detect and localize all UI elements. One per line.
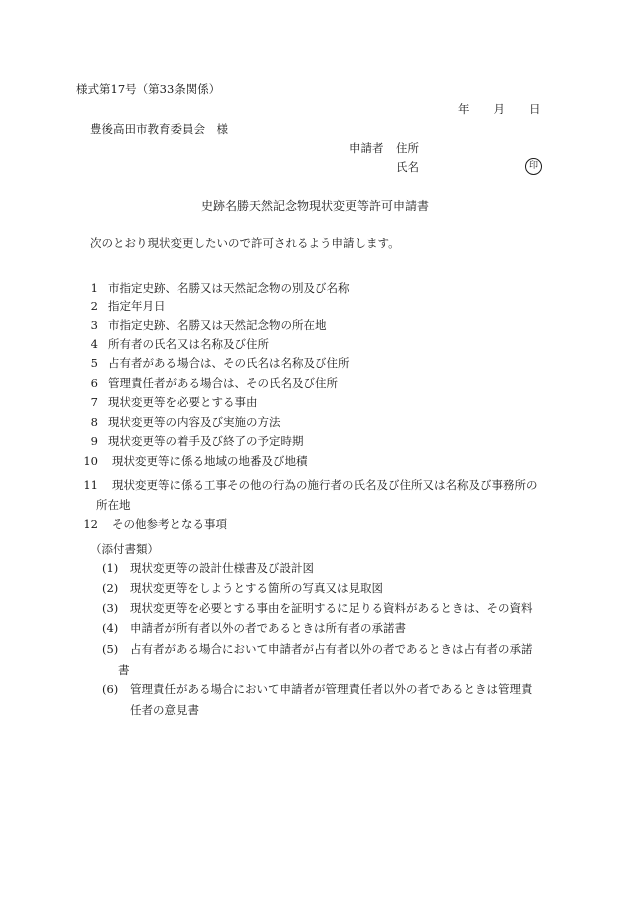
list-item-number: 10 <box>83 454 98 468</box>
list-item-number: 5 <box>90 356 98 370</box>
list-item-text: 現状変更等を必要とする事由 <box>108 395 258 409</box>
list-item-number: 12 <box>83 517 98 531</box>
list-item-continuation: 所在地 <box>96 498 131 512</box>
document-title: 史跡名勝天然記念物現状変更等許可申請書 <box>200 199 429 213</box>
attachment-text: 申請者が所有者以外の者であるときは所有者の承諾書 <box>130 621 406 635</box>
attachment-number: (5) <box>102 642 119 656</box>
list-item-number: 9 <box>90 434 98 448</box>
attachment-continuation: 書 <box>118 663 130 677</box>
list-item-text: 現状変更等に係る工事その他の行為の施行者の氏名及び住所又は名称及び事務所の <box>112 478 538 492</box>
attachment-number: (2) <box>102 581 119 595</box>
list-item-number: 2 <box>90 299 98 313</box>
list-item-text: 所有者の氏名又は名称及び住所 <box>108 337 269 351</box>
list-item-number: 3 <box>90 318 98 332</box>
list-item-text: 市指定史跡、名勝又は天然記念物の別及び名称 <box>108 281 350 295</box>
attachment-text: 現状変更等の設計仕様書及び設計図 <box>130 561 314 575</box>
list-item-text: 指定年月日 <box>108 299 166 313</box>
seal-mark: 印 <box>525 158 542 175</box>
attachment-text: 占有者がある場合において申請者が占有者以外の者であるときは占有者の承諾 <box>130 642 533 656</box>
attachment-text: 現状変更等を必要とする事由を証明するに足りる資料があるときは、その資料 <box>130 601 533 615</box>
attachment-number: (1) <box>102 561 119 575</box>
list-item-text: 占有者がある場合は、その氏名は名称及び住所 <box>108 356 350 370</box>
attachment-text: 管理責任がある場合において申請者が管理責任者以外の者であるときは管理責 <box>130 682 533 696</box>
list-item-text: 市指定史跡、名勝又は天然記念物の所在地 <box>108 318 327 332</box>
date-year: 年 <box>458 102 470 116</box>
attachments-heading: （添付書類） <box>90 542 159 556</box>
applicant-label: 申請者 <box>349 141 384 155</box>
applicant-name-label: 氏名 <box>396 160 419 174</box>
list-item-number: 1 <box>90 281 98 295</box>
date-line <box>458 104 541 116</box>
intro-text: 次のとおり現状変更したいので許可されるよう申請します。 <box>90 236 400 250</box>
attachment-number: (6) <box>102 682 119 696</box>
attachment-number: (4) <box>102 621 119 635</box>
applicant-address-label: 住所 <box>396 141 419 155</box>
list-item-number: 7 <box>90 395 98 409</box>
attachment-text: 現状変更等をしようとする箇所の写真又は見取図 <box>130 581 383 595</box>
list-item-text: 現状変更等の内容及び実施の方法 <box>108 415 281 429</box>
list-item-number: 4 <box>90 337 98 351</box>
list-item-text: その他参考となる事項 <box>112 517 227 531</box>
date-day: 日 <box>529 102 541 116</box>
list-item-text: 現状変更等の着手及び終了の予定時期 <box>108 434 304 448</box>
attachment-continuation: 任者の意見書 <box>130 703 199 717</box>
date-month: 月 <box>493 102 505 116</box>
form-number: 様式第17号（第33条関係） <box>76 82 221 96</box>
list-item-number: 8 <box>90 415 98 429</box>
addressee: 豊後高田市教育委員会 様 <box>90 122 228 136</box>
list-item-number: 6 <box>90 376 98 390</box>
list-item-number: 11 <box>83 478 98 492</box>
attachment-number: (3) <box>102 601 119 615</box>
list-item-text: 現状変更等に係る地域の地番及び地積 <box>112 454 308 468</box>
list-item-text: 管理責任者がある場合は、その氏名及び住所 <box>108 376 338 390</box>
